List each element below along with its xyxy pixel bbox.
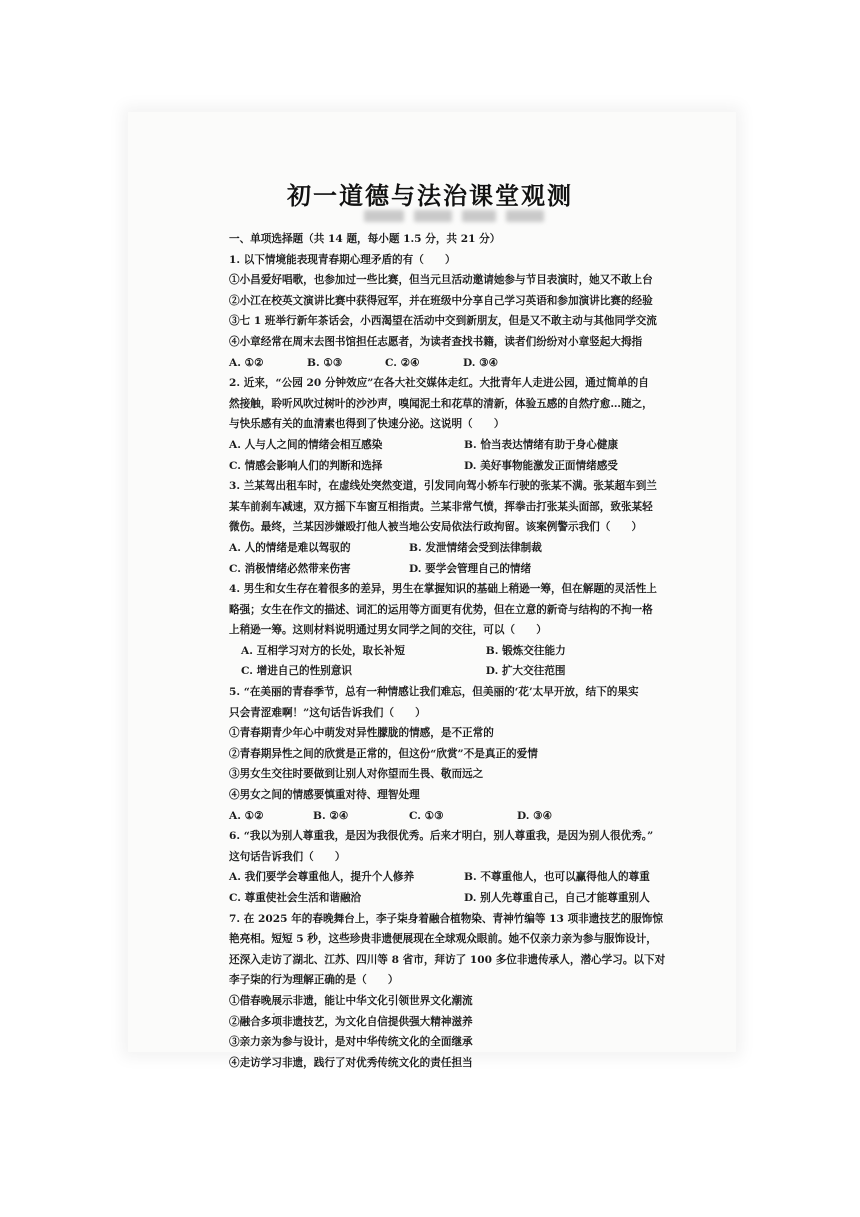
question-3-options-row <box>229 538 699 559</box>
option-c: C. 增进自己的性别意识 <box>241 665 352 678</box>
question-2-text: 2. 近来，“公园 20 分钟效应”在各大社交媒体走红。大批青年人走进公园，通过简单的自 <box>229 377 649 390</box>
question-4-text: 4. 男生和女生存在着很多的差异，男生在掌握知识的基础上稍逊一筹，但在解题的灵活性上 <box>229 583 657 596</box>
question-7-item: ④走访学习非遗，践行了对优秀传统文化的责任担当 <box>229 1056 473 1069</box>
question-2-text: 然接触，聆听风吹过树叶的沙沙声，嗅闻泥土和花草的清新，体验五感的自然疗愈…随之， <box>229 397 653 410</box>
question-2-options-row <box>229 435 699 456</box>
option-c: C. 消极情绪必然带来伤害 <box>229 562 351 575</box>
option-b: B. 恰当表达情绪有助于身心健康 <box>464 438 619 451</box>
option-b: B. 发泄情绪会受到法律制裁 <box>409 541 542 554</box>
redacted-class-info <box>364 210 548 222</box>
redacted-block <box>364 210 404 222</box>
option-b: B. ②④ <box>313 809 349 822</box>
stray-mark <box>273 1013 275 1015</box>
option-d: D. ③④ <box>463 356 499 369</box>
question-content <box>229 229 699 1073</box>
option-b: B. 锻炼交往能力 <box>485 644 566 657</box>
question-1-item: ③七 1 班举行新年茶话会，小西渴望在活动中交到新朋友，但是又不敢主动与其他同学交流 <box>229 315 657 328</box>
question-3-text: 某车前刹车减速，双方摇下车窗互相指责。兰某非常气愤，挥拳击打张某头面部，致张某轻 <box>229 500 653 513</box>
option-b: B. 不尊重他人，也可以赢得他人的尊重 <box>464 871 650 884</box>
question-3-text: 3. 兰某驾出租车时，在虚线处突然变道，引发同向驾小轿车行驶的张某不满。张某超车到兰 <box>229 480 657 493</box>
question-5-item: ④男女之间的情感要慎重对待、理智处理 <box>229 789 420 802</box>
document-title: 初一道德与法治课堂观测 <box>287 182 573 210</box>
question-4-text: 上稍逊一筹。这则材料说明通过男女同学之间的交往，可以（ ） <box>229 624 547 637</box>
question-1-options <box>229 353 699 374</box>
question-1-stem: 1. 以下情境能表现青春期心理矛盾的有（ ） <box>229 253 456 266</box>
question-3-options-row <box>229 559 699 580</box>
option-c: C. 情感会影响人们的判断和选择 <box>229 459 383 472</box>
option-d: D. 扩大交往范围 <box>485 665 566 678</box>
question-7-item: ②融合多项非遗技艺，为文化自信提供强大精神滋养 <box>229 1015 473 1028</box>
option-d: D. 美好事物能激发正面情绪感受 <box>464 459 618 472</box>
question-5-item: ①青春期青少年心中萌发对异性朦胧的情感，是不正常的 <box>229 727 494 740</box>
option-c: C. ②④ <box>385 356 420 369</box>
question-1-item: ④小章经常在周末去图书馆担任志愿者，为读者查找书籍，读者们纷纷对小章竖起大拇指 <box>229 335 643 348</box>
section-heading: 一、单项选择题（共 14 题，每小题 1.5 分，共 21 分） <box>229 233 501 245</box>
option-c: C. ①③ <box>409 809 444 822</box>
option-a: A. 人的情绪是难以驾驭的 <box>229 541 351 554</box>
option-a: A. 人与人之间的情绪会相互感染 <box>229 438 383 451</box>
question-5-item: ②青春期异性之间的欣赏是正常的，但这份“欣赏”不是真正的爱情 <box>229 747 538 760</box>
option-d: D. 别人先尊重自己，自己才能尊重别人 <box>464 892 650 904</box>
option-a: A. ①② <box>229 356 264 369</box>
option-c: C. 尊重使社会生活和谐融洽 <box>229 892 362 904</box>
question-1-item: ①小昌爱好唱歌，也参加过一些比赛，但当元旦活动邀请她参与节目表演时，她又不敢上台 <box>229 274 653 287</box>
question-5-text: 5. “在美丽的青春季节，总有一种情感让我们难忘，但美丽的‘花’太早开放，结下的果实 <box>229 686 639 699</box>
question-5-item: ③男女生交往时要做到让别人对你望而生畏、敬而远之 <box>229 768 484 781</box>
question-1-item: ②小江在校英文演讲比赛中获得冠军，并在班级中分享自己学习英语和参加演讲比赛的经验 <box>229 294 653 307</box>
question-4-options-row <box>229 641 699 662</box>
option-d: D. 要学会管理自己的情绪 <box>409 562 532 575</box>
question-6-text: 这句话告诉我们（ ） <box>229 850 346 863</box>
redacted-block <box>462 210 496 222</box>
question-5-options <box>229 806 699 827</box>
option-d: D. ③④ <box>517 809 553 822</box>
question-6-options-row <box>229 867 699 888</box>
question-4-text: 略强；女生在作文的描述、词汇的运用等方面更有优势，但在立意的新奇与结构的不拘一格 <box>229 603 653 616</box>
question-7-text: 7. 在 2025 年的春晚舞台上，李子柒身着融合植物染、青神竹编等 13 项非遗技艺的服饰惊 <box>229 912 663 925</box>
question-2-options-row <box>229 456 699 477</box>
question-7-item: ③亲力亲为参与设计，是对中华传统文化的全面继承 <box>229 1036 473 1049</box>
question-6-text: 6. “我以为别人尊重我，是因为我很优秀。后来才明白，别人尊重我，是因为别人很优秀。” <box>229 830 654 843</box>
redacted-block <box>506 210 544 222</box>
redacted-block <box>414 210 452 222</box>
option-b: B. ①③ <box>307 356 343 369</box>
question-6-options-row <box>229 888 699 909</box>
option-a: A. ①② <box>229 809 264 822</box>
question-7-item: ①借春晚展示非遗，能让中华文化引领世界文化潮流 <box>229 994 473 1007</box>
option-a: A. 我们要学会尊重他人，提升个人修养 <box>229 871 415 884</box>
question-3-text: 微伤。最终，兰某因涉嫌殴打他人被当地公安局依法行政拘留。该案例警示我们（ ） <box>229 521 643 534</box>
question-7-text: 李子柒的行为理解正确的是（ ） <box>229 974 399 987</box>
option-a: A. 互相学习对方的长处，取长补短 <box>241 644 405 657</box>
question-4-options-row <box>229 661 699 682</box>
question-2-text: 与快乐感有关的血清素也得到了快速分泌。这说明（ ） <box>229 418 505 431</box>
question-5-text: 只会青涩难啊！”这句话告诉我们（ ） <box>229 706 426 719</box>
question-7-text: 艳亮相。短短 5 秒，这些珍贵非遗便展现在全球观众眼前。她不仅亲力亲为参与服饰设计， <box>229 933 657 946</box>
question-7-text: 还深入走访了湖北、江苏、四川等 8 省市，拜访了 100 多位非遗传承人，潜心学习。以下对 <box>229 953 666 966</box>
